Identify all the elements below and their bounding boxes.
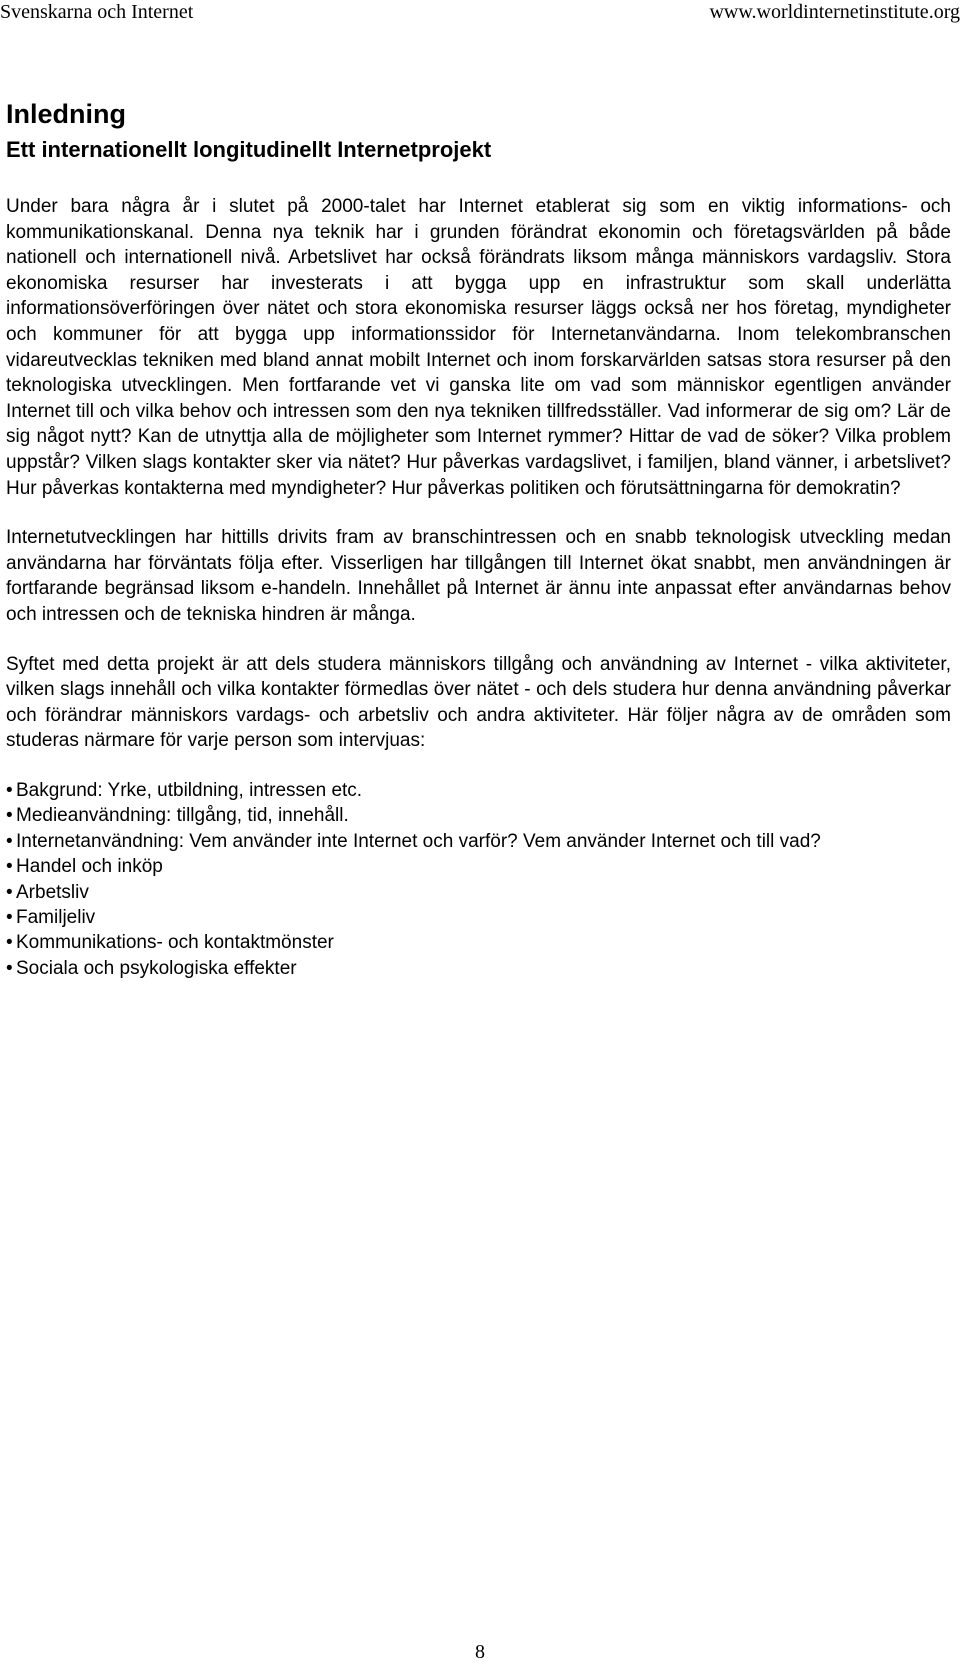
list-item bbox=[6, 854, 951, 879]
study-topics-list bbox=[6, 778, 951, 981]
topic-label: Internetanvändning: Vem använder inte Internet och varför? Vem använder Internet och till vad? bbox=[16, 830, 821, 852]
topic-label: Bakgrund: Yrke, utbildning, intressen etc. bbox=[16, 779, 363, 801]
topic-label: Familjeliv bbox=[16, 906, 96, 928]
list-item bbox=[6, 803, 951, 828]
intro-paragraph: Under bara några år i slutet på 2000-talet har Internet etablerat sig som en viktig informations- och kommunikationskanal. Denna nya teknik har i grunden förändrat ekonomin och företagsvärlden på både nationell och internationell nivå. Arbetslivet har också förändrats liksom många människors vardagsliv. Stora ekonomiska resurser har investerats i att bygga upp en infrastruktur som skall underlätta informationsöverföringen över nätet och stora ekonomiska resurser läggs också ner hos företag, myndigheter och kommuner för att bygga upp informationssidor för Internetanvändarna. Inom telekombranschen vidareutvecklas tekniken med bland annat mobilt Internet och inom forskarvärlden satsas stora resurser på den teknologiska utvecklingen. Men fortfarande vet vi ganska lite om vad som människor egentligen använder Internet till och vilka behov och intressen som den nya tekniken tillfredsställer. Vad informerar de sig om? Lär de sig något nytt? Kan de utnyttja alla de möjligheter som Internet rymmer? Hittar de vad de söker? Vilka problem uppstår? Vilken slags kontakter sker via nätet? Hur påverkas vardagslivet, i familjen, bland vänner, i arbetslivet? Hur påverkas kontakterna med myndigheter? Hur påverkas politiken och förutsättningarna för demokratin? bbox=[6, 196, 951, 499]
bullet-icon: • bbox=[6, 856, 13, 878]
bullet-icon: • bbox=[6, 881, 13, 903]
bullet-icon: • bbox=[6, 906, 13, 928]
bullet-icon: • bbox=[6, 932, 13, 954]
list-item bbox=[6, 829, 951, 854]
topic-label: Medieanvändning: tillgång, tid, innehåll. bbox=[16, 805, 349, 827]
topic-label: Kommunikations- och kontaktmönster bbox=[16, 932, 334, 954]
list-item bbox=[6, 930, 951, 955]
page-body bbox=[6, 98, 951, 981]
development-paragraph: Internetutvecklingen har hittills drivits fram av branschintressen och en snabb teknologisk utveckling medan användarna har förväntats följa efter. Visserligen har tillgången till Internet ökat snabbt, men användningen är fortfarande begränsad liksom e-handeln. Innehållet på Internet är ännu inte anpassat efter användarnas behov och intressen och de tekniska hindren är många. bbox=[6, 527, 951, 625]
running-header bbox=[0, 0, 960, 26]
topic-label: Arbetsliv bbox=[16, 881, 89, 903]
header-website-url: www.worldinternetinstitute.org bbox=[709, 1, 960, 23]
topic-label: Handel och inköp bbox=[16, 856, 163, 878]
purpose-paragraph: Syftet med detta projekt är att dels studera människors tillgång och användning av Internet - vilka aktiviteter, vilken slags innehåll och vilka kontakter förmedlas över nätet - och dels studera hur denna användning påverkar och förändrar människors vardags- och arbetsliv och andra aktiviteter. Här följer några av de områden som studeras närmare för varje person som intervjuas: bbox=[6, 653, 951, 752]
page-number: 8 bbox=[475, 1641, 485, 1663]
header-publication-title: Svenskarna och Internet bbox=[0, 1, 194, 23]
section-title: Ett internationellt longitudinellt Internetprojekt bbox=[6, 137, 492, 162]
list-item bbox=[6, 880, 951, 905]
bullet-icon: • bbox=[6, 957, 13, 979]
list-item bbox=[6, 778, 951, 803]
bullet-icon: • bbox=[6, 779, 13, 801]
bullet-icon: • bbox=[6, 805, 13, 827]
chapter-title: Inledning bbox=[6, 99, 126, 129]
topic-label: Sociala och psykologiska effekter bbox=[16, 957, 297, 979]
list-item bbox=[6, 956, 951, 981]
bullet-icon: • bbox=[6, 830, 13, 852]
list-item bbox=[6, 905, 951, 930]
